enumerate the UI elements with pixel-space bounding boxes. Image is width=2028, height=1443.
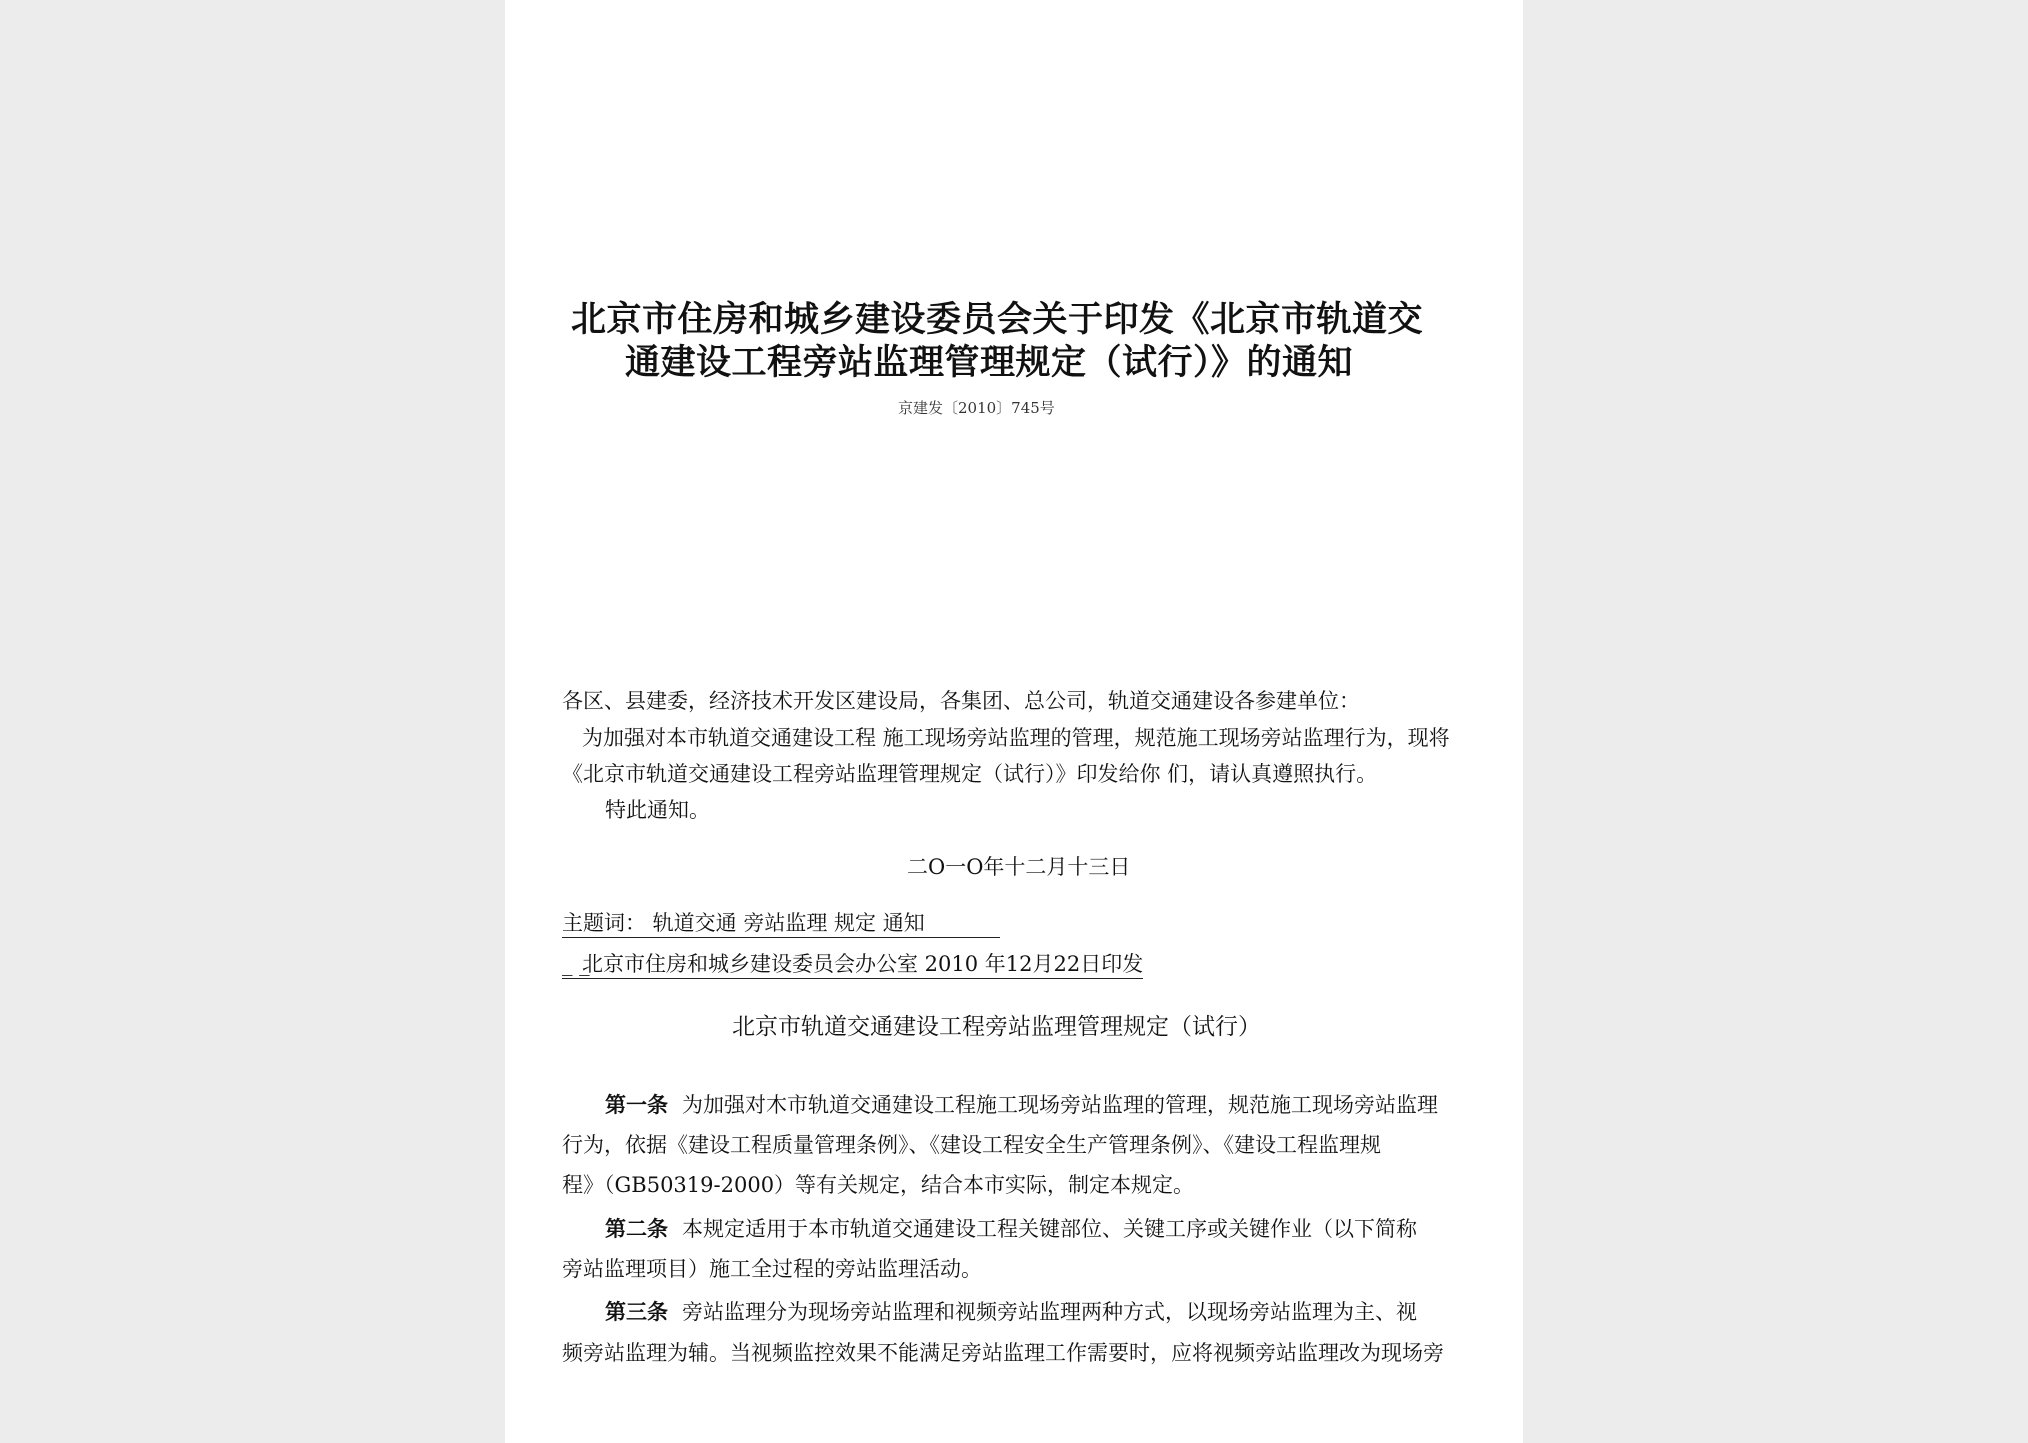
- issuer-lead-marks: _ _: [562, 952, 590, 976]
- article-3-text-1: 旁站监理分为现场旁站监理和视频旁站监理两种方式，以现场旁站监理为主、视: [682, 1300, 1417, 1324]
- intro-paragraph-line-2: 《北京市轨道交通建设工程旁站监理管理规定（试行）》印发给你 们，请认真遵照执行。: [562, 762, 1378, 786]
- issue-date: 二O一O年十二月十三日: [907, 855, 1131, 879]
- document-title-line-2: 通建设工程旁站监理管理规定（试行）》的通知: [625, 342, 1354, 383]
- intro-paragraph-line-1: 为加强对本市轨道交通建设工程 施工现场旁站监理的管理，规范施工现场旁站监理行为，现将: [582, 726, 1450, 750]
- document-number: 京建发〔2010〕745号: [898, 399, 1055, 417]
- regulation-subtitle: 北京市轨道交通建设工程旁站监理管理规定（试行）: [732, 1014, 1261, 1040]
- article-1-line-2: 行为，依据《建设工程质量管理条例》、《建设工程安全生产管理条例》、《建设工程监理规: [562, 1133, 1381, 1157]
- article-2-line-2: 旁站监理项目）施工全过程的旁站监理活动。: [562, 1257, 982, 1281]
- article-1-line-1: [605, 1094, 1438, 1116]
- article-3-line-1: [605, 1301, 1417, 1323]
- document-title-line-1: 北京市住房和城乡建设委员会关于印发《北京市轨道交: [571, 299, 1424, 340]
- document-page: [505, 0, 1523, 1443]
- article-2-text-1: 本规定适用于本市轨道交通建设工程关键部位、关键工序或关键作业（以下简称: [682, 1217, 1417, 1241]
- issuer-line: [562, 954, 1143, 979]
- article-1-text-1: 为加强对木市轨道交通建设工程施工现场旁站监理的管理，规范施工现场旁站监理: [682, 1093, 1438, 1117]
- issuer-text: 北京市住房和城乡建设委员会办公室 2010 年12月22日印发: [582, 952, 1144, 976]
- closing-line: 特此通知。: [605, 798, 710, 822]
- article-1-label: 第一条: [605, 1092, 668, 1117]
- addressee-line: 各区、县建委，经济技术开发区建设局，各集团、总公司，轨道交通建设各参建单位：: [562, 689, 1360, 713]
- article-1-line-3: 程》（GB50319-2000）等有关规定，结合本市实际，制定本规定。: [562, 1173, 1195, 1197]
- article-3-line-2: 频旁站监理为辅。当视频监控效果不能满足旁站监理工作需要时，应将视频旁站监理改为现场旁: [562, 1341, 1444, 1365]
- article-2-label: 第二条: [605, 1216, 668, 1241]
- article-3-label: 第三条: [605, 1299, 668, 1324]
- article-2-line-1: [605, 1218, 1417, 1240]
- keywords-line: 主题词： 轨道交通 旁站监理 规定 通知: [562, 913, 1000, 938]
